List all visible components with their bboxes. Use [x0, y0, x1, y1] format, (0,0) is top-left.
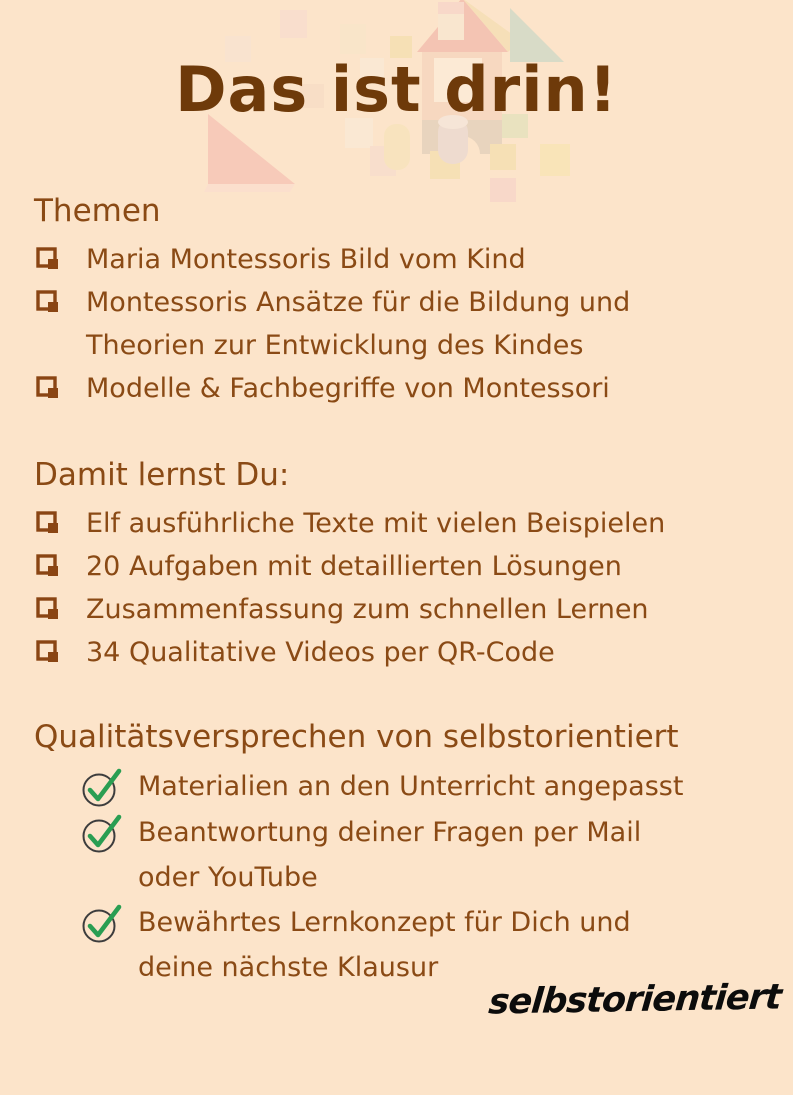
section-qualitaet-heading: Qualitätsversprechen von selbstorientiert	[34, 719, 679, 756]
list-item-text: Elf ausführliche Texte mit vielen Beispielen	[86, 508, 666, 540]
checkbox-icon	[36, 376, 60, 400]
checkbox-icon	[36, 640, 60, 664]
list-item	[30, 502, 793, 545]
list-item	[30, 764, 793, 810]
list-item-text: Montessoris Ansätze für die Bildung und Theorien zur Entwicklung des Kindes	[86, 287, 631, 362]
list-item	[30, 900, 793, 990]
checkbox-icon	[36, 247, 60, 271]
list-item-text: Beantwortung deiner Fragen per Mail oder YouTube	[138, 817, 642, 894]
page-title: Das ist drin!	[175, 53, 618, 126]
brand-logo: selbstorientiert	[487, 977, 783, 1023]
checkbox-icon	[36, 554, 60, 578]
list-item-text: 20 Aufgaben mit detaillierten Lösungen	[86, 551, 622, 583]
list-item-text: Zusammenfassung zum schnellen Lernen	[86, 594, 649, 626]
list-item-text: Bewährtes Lernkonzept für Dich und deine nächste Klausur	[138, 907, 631, 984]
list-item	[30, 631, 793, 674]
section-themen	[0, 190, 793, 410]
check-circle-icon	[82, 812, 128, 856]
check-circle-icon	[82, 902, 128, 946]
list-item-text: Maria Montessoris Bild vom Kind	[86, 244, 526, 276]
list-item	[30, 810, 793, 900]
check-circle-icon	[82, 766, 128, 810]
list-item	[30, 281, 793, 367]
checkbox-icon	[36, 597, 60, 621]
list-item-text: 34 Qualitative Videos per QR-Code	[86, 637, 555, 669]
list-item	[30, 238, 793, 281]
list-item-text: Modelle & Fachbegriffe von Montessori	[86, 373, 610, 405]
list-item	[30, 545, 793, 588]
checkbox-icon	[36, 290, 60, 314]
section-damit-lernst-du	[0, 454, 793, 674]
list-item-text: Materialien an den Unterricht angepasst	[138, 771, 684, 803]
list-item	[30, 367, 793, 410]
section-qualitaetsversprechen	[0, 716, 793, 990]
section-themen-heading: Themen	[34, 193, 161, 230]
checkbox-icon	[36, 511, 60, 535]
section-damit-heading: Damit lernst Du:	[34, 457, 290, 494]
list-item	[30, 588, 793, 631]
